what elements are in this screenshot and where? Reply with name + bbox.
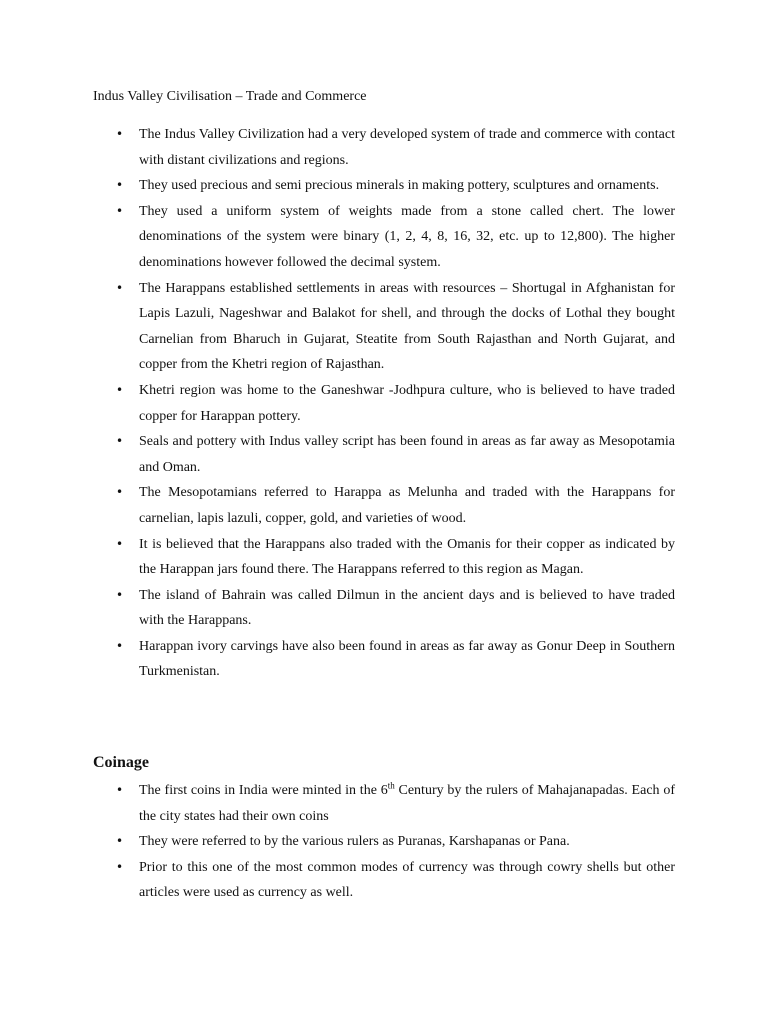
list-item: • They used precious and semi precious minerals in making pottery, sculptures and ornaments. xyxy=(139,173,675,199)
list-item: • The Mesopotamians referred to Harappa as Melunha and traded with the Harappans for carnelian, lapis lazuli, copper, gold, and varieties of wood. xyxy=(139,480,675,531)
list-item: • Seals and pottery with Indus valley script has been found in areas as far away as Mesopotamia and Oman. xyxy=(139,429,675,480)
list-item: • They were referred to by the various rulers as Puranas, Karshapanas or Pana. xyxy=(139,829,675,855)
coinage-heading: Coinage xyxy=(93,754,149,771)
coinage-first-text-rest: Century by the rulers of Mahajanapadas. Each of the city states had their own coins xyxy=(139,783,675,824)
list-item: • They used a uniform system of weights made from a stone called chert. The lower denominations of the system were binary (1, 2, 4, 8, 16, 32, etc. up to 12,800). The higher denominations however followed the decimal system. xyxy=(139,199,675,276)
list-item: • Khetri region was home to the Ganeshwar -Jodhpura culture, who is believed to have traded copper for Harappan pottery. xyxy=(139,378,675,429)
trade-bullet-list xyxy=(139,122,675,685)
list-item: • The island of Bahrain was called Dilmun in the ancient days and is believed to have traded with the Harappans. xyxy=(139,583,675,634)
list-item: • The Harappans established settlements in areas with resources – Shortugal in Afghanistan for Lapis Lazuli, Nageshwar and Balakot for shell, and through the docks of Lothal they bought Carnelian from Bharuch in Gujarat, Steatite from South Rajasthan and North Gujarat, and copper from the Khetri region of Rajasthan. xyxy=(139,276,675,378)
ordinal-superscript: th xyxy=(387,780,395,791)
coinage-first-text: The first coins in India were minted in the 6 xyxy=(139,783,388,798)
list-item: • Prior to this one of the most common modes of currency was through cowry shells but other articles were used as currency as well. xyxy=(139,855,675,906)
coinage-bullet-list xyxy=(139,778,675,906)
document-title: Indus Valley Civilisation – Trade and Commerce xyxy=(93,89,367,104)
list-item xyxy=(139,778,675,829)
list-item: • It is believed that the Harappans also traded with the Omanis for their copper as indicated by the Harappan jars found there. The Harappans referred to this region as Magan. xyxy=(139,532,675,583)
list-item: • The Indus Valley Civilization had a very developed system of trade and commerce with contact with distant civilizations and regions. xyxy=(139,122,675,173)
list-item: • Harappan ivory carvings have also been found in areas as far away as Gonur Deep in Southern Turkmenistan. xyxy=(139,634,675,685)
